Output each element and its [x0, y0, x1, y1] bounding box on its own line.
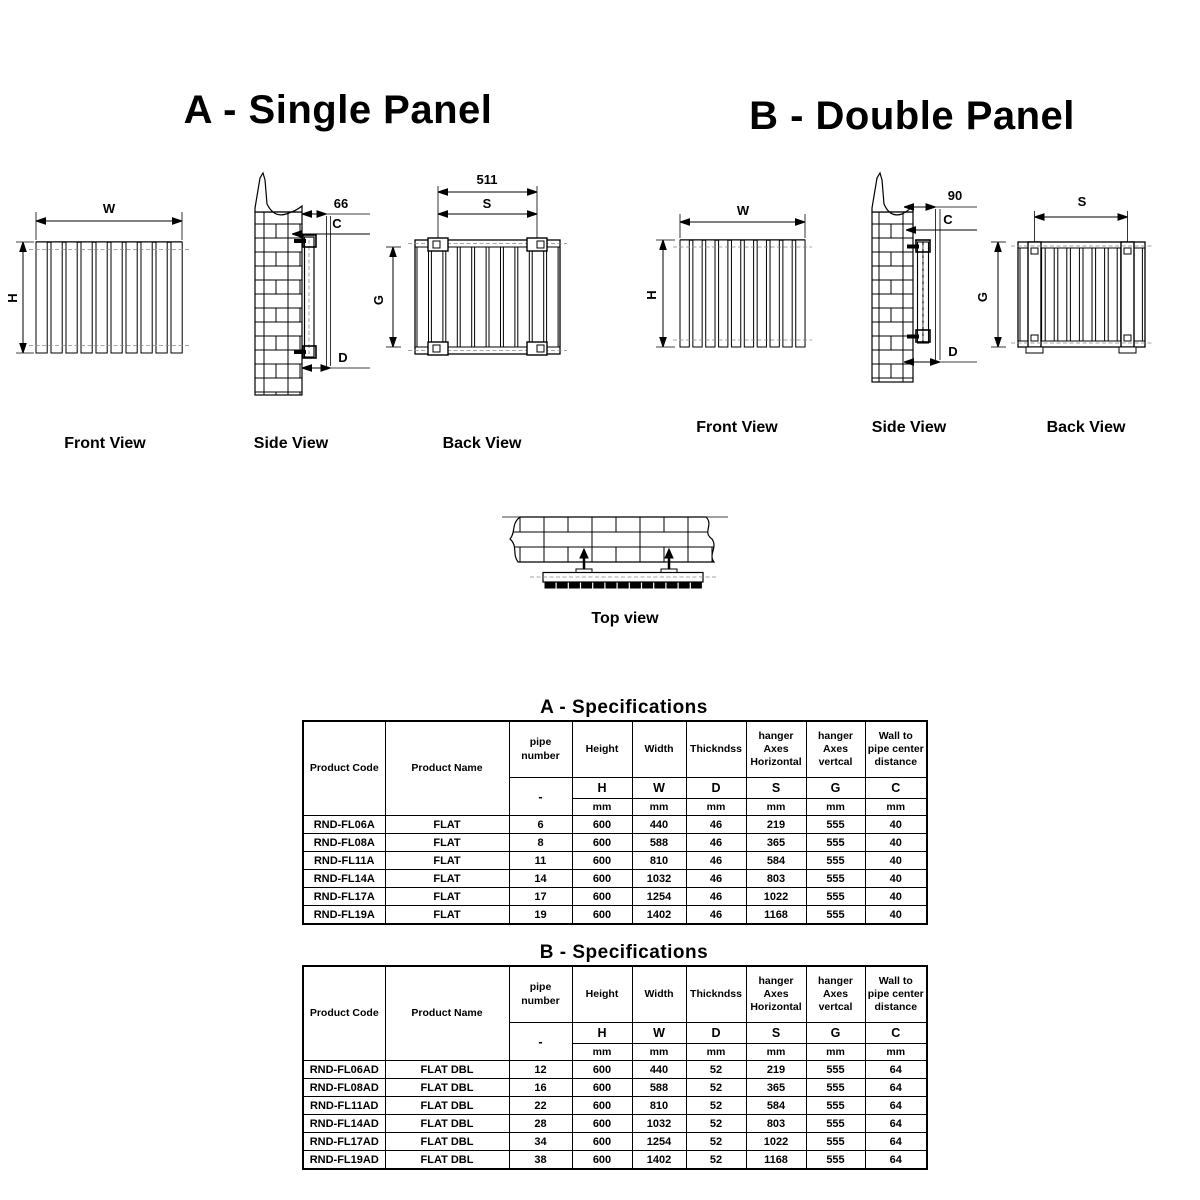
front-view-a-drawing [5, 196, 202, 368]
cell-value: 64 [865, 1133, 927, 1151]
cell-product-name: FLAT [385, 888, 509, 906]
cell-product-name: FLAT DBL [385, 1079, 509, 1097]
wall-break-edge [255, 173, 302, 215]
dim-offset-label: 66 [333, 196, 349, 211]
cell-product-code: RND-FL19AD [303, 1151, 385, 1170]
spec-row [303, 852, 927, 870]
cell-value: 588 [632, 834, 686, 852]
cell-value: 1168 [746, 906, 806, 925]
cell-value: 810 [632, 1097, 686, 1115]
dim-offset-label: 90 [947, 188, 963, 203]
column-header: hanger Axes vertcal [806, 966, 865, 1023]
slat [81, 242, 92, 353]
column-header: hanger Axes Horizontal [746, 721, 806, 778]
cell-value: 17 [509, 888, 572, 906]
slat [475, 247, 487, 347]
unit-header: mm [806, 1044, 865, 1061]
radiator-slats [36, 242, 182, 353]
unit-header: mm [632, 799, 686, 816]
symbol-header: S [746, 778, 806, 799]
cell-value: 38 [509, 1151, 572, 1170]
dim-d-label: D [948, 344, 958, 359]
dim-w-label: W [102, 201, 116, 216]
symbol-header: S [746, 1023, 806, 1044]
cell-value: 40 [865, 906, 927, 925]
dim-d-label: D [338, 350, 348, 365]
cell-value: 1032 [632, 1115, 686, 1133]
cell-value: 46 [686, 888, 746, 906]
dim-s-label: S [1077, 194, 1087, 209]
cell-value: 40 [865, 834, 927, 852]
unit-header: mm [632, 1044, 686, 1061]
cell-product-code: RND-FL08AD [303, 1079, 385, 1097]
cell-product-name: FLAT [385, 834, 509, 852]
column-header: Height [572, 966, 632, 1023]
spec-table-b [302, 965, 928, 1170]
cell-value: 555 [806, 1151, 865, 1170]
cell-value: 8 [509, 834, 572, 852]
slat [719, 240, 728, 347]
cell-value: 52 [686, 1079, 746, 1097]
hanger-foot [1026, 347, 1043, 353]
product-name-header: Product Name [385, 721, 509, 816]
cell-value: 12 [509, 1061, 572, 1079]
product-code-header: Product Code [303, 966, 385, 1061]
spec-row [303, 1079, 927, 1097]
spec-row [303, 906, 927, 925]
cell-value: 584 [746, 852, 806, 870]
spec-row [303, 816, 927, 834]
cell-value: 555 [806, 888, 865, 906]
spec-row [303, 1097, 927, 1115]
slat [547, 247, 559, 347]
back-view-a-drawing [371, 158, 580, 370]
unit-header: mm [572, 799, 632, 816]
wall-break-edge [872, 173, 913, 215]
slat [532, 247, 544, 347]
slat [36, 242, 47, 353]
cell-value: 40 [865, 852, 927, 870]
cell-product-name: FLAT DBL [385, 1151, 509, 1170]
cell-value: 64 [865, 1079, 927, 1097]
slat [679, 583, 689, 589]
slat [446, 247, 458, 347]
unit-header: mm [686, 1044, 746, 1061]
cell-value: 555 [806, 1133, 865, 1151]
slat [1070, 248, 1079, 341]
back-view-a-label: Back View [442, 435, 522, 452]
slat [731, 240, 740, 347]
unit-header: mm [572, 1044, 632, 1061]
hanger-rail [1121, 242, 1134, 347]
cell-value: 600 [572, 1115, 632, 1133]
cell-value: 219 [746, 1061, 806, 1079]
spec-table-a [302, 720, 928, 925]
cell-value: 1032 [632, 870, 686, 888]
cell-value: 46 [686, 906, 746, 925]
cell-value: 803 [746, 1115, 806, 1133]
cell-value: 555 [806, 816, 865, 834]
cell-value: 52 [686, 1115, 746, 1133]
cell-value: 1402 [632, 1151, 686, 1170]
cell-value: 803 [746, 870, 806, 888]
cell-value: 555 [806, 834, 865, 852]
slat [796, 240, 805, 347]
spec-row [303, 870, 927, 888]
back-view-b-label: Back View [1046, 419, 1126, 436]
spec-row [303, 888, 927, 906]
cell-product-code: RND-FL11AD [303, 1097, 385, 1115]
radiator-fins-top [545, 583, 701, 589]
unit-header: mm [865, 799, 927, 816]
column-header: Wall to pipe center distance [865, 966, 927, 1023]
cell-value: 555 [806, 1115, 865, 1133]
spec-table-b-title: B - Specifications [539, 942, 709, 963]
symbol-header: - [509, 778, 572, 816]
slat [630, 583, 640, 589]
slat [518, 247, 530, 347]
cell-value: 600 [572, 906, 632, 925]
cell-value: 555 [806, 1079, 865, 1097]
cell-value: 40 [865, 870, 927, 888]
column-header: hanger Axes vertcal [806, 721, 865, 778]
cell-value: 555 [806, 870, 865, 888]
cell-value: 555 [806, 1097, 865, 1115]
spec-table-a-title: A - Specifications [540, 697, 708, 718]
symbol-header: D [686, 778, 746, 799]
unit-header: mm [746, 799, 806, 816]
column-header: Height [572, 721, 632, 778]
column-header: Thickndss [686, 721, 746, 778]
symbol-header: H [572, 1023, 632, 1044]
slat [618, 583, 628, 589]
slat [1108, 248, 1117, 341]
cell-value: 22 [509, 1097, 572, 1115]
slat [489, 247, 501, 347]
column-header: Width [632, 966, 686, 1023]
cell-value: 46 [686, 816, 746, 834]
cell-value: 440 [632, 816, 686, 834]
cell-value: 34 [509, 1133, 572, 1151]
cell-product-code: RND-FL14A [303, 870, 385, 888]
spec-row [303, 1061, 927, 1079]
dim-s-value-label: 511 [476, 172, 498, 187]
cell-value: 600 [572, 1133, 632, 1151]
cell-product-code: RND-FL08A [303, 834, 385, 852]
product-code-header: Product Code [303, 721, 385, 816]
slat [503, 247, 515, 347]
cell-product-name: FLAT [385, 816, 509, 834]
cell-value: 365 [746, 1079, 806, 1097]
cell-value: 46 [686, 834, 746, 852]
spec-row [303, 1115, 927, 1133]
cell-value: 16 [509, 1079, 572, 1097]
cell-value: 600 [572, 816, 632, 834]
dim-c-label: C [943, 212, 953, 227]
slat [606, 583, 616, 589]
symbol-header: C [865, 778, 927, 799]
column-header: pipe number [509, 721, 572, 778]
dim-w-label: W [736, 203, 750, 218]
section-b-title: B - Double Panel [749, 94, 1075, 138]
section-a-title: A - Single Panel [183, 88, 493, 132]
cell-value: 11 [509, 852, 572, 870]
slat [1096, 248, 1105, 341]
front-view-b-drawing [635, 196, 825, 368]
cell-product-name: FLAT DBL [385, 1061, 509, 1079]
cell-value: 555 [806, 1061, 865, 1079]
cell-product-code: RND-FL17A [303, 888, 385, 906]
slat [111, 242, 122, 353]
cell-product-name: FLAT [385, 870, 509, 888]
symbol-header: W [632, 778, 686, 799]
cell-value: 40 [865, 888, 927, 906]
cell-value: 584 [746, 1097, 806, 1115]
cell-value: 64 [865, 1151, 927, 1170]
hanger-rail [1028, 242, 1041, 347]
cell-value: 64 [865, 1097, 927, 1115]
symbol-header: W [632, 1023, 686, 1044]
cell-value: 600 [572, 1151, 632, 1170]
slat [594, 583, 604, 589]
symbol-header: G [806, 1023, 865, 1044]
cell-value: 600 [572, 888, 632, 906]
hanger-bracket [428, 342, 448, 355]
unit-header: mm [746, 1044, 806, 1061]
cell-product-code: RND-FL11A [303, 852, 385, 870]
dim-h-label: H [5, 293, 20, 303]
column-header: pipe number [509, 966, 572, 1023]
slat [667, 583, 677, 589]
slat [770, 240, 779, 347]
cell-product-code: RND-FL06A [303, 816, 385, 834]
back-view-b-drawing [975, 188, 1180, 360]
slat [545, 583, 555, 589]
cell-value: 64 [865, 1061, 927, 1079]
cell-product-name: FLAT DBL [385, 1133, 509, 1151]
symbol-header: - [509, 1023, 572, 1061]
cell-value: 1402 [632, 906, 686, 925]
column-header: hanger Axes Horizontal [746, 966, 806, 1023]
top-view-label: Top view [591, 610, 659, 627]
column-header: Wall to pipe center distance [865, 721, 927, 778]
slat [1058, 248, 1067, 341]
cell-value: 52 [686, 1061, 746, 1079]
cell-value: 810 [632, 852, 686, 870]
side-view-b-label: Side View [871, 419, 947, 436]
slat [744, 240, 753, 347]
slat [96, 242, 107, 353]
cell-value: 46 [686, 852, 746, 870]
unit-header: mm [686, 799, 746, 816]
cell-value: 6 [509, 816, 572, 834]
slat [66, 242, 77, 353]
cell-value: 555 [806, 906, 865, 925]
slat [156, 242, 167, 353]
cell-value: 600 [572, 1097, 632, 1115]
column-header: Width [632, 721, 686, 778]
side-view-a-drawing [240, 168, 370, 400]
slat [1045, 248, 1054, 341]
cell-product-code: RND-FL19A [303, 906, 385, 925]
cell-value: 1254 [632, 1133, 686, 1151]
slat [51, 242, 62, 353]
symbol-header: D [686, 1023, 746, 1044]
slat [655, 583, 665, 589]
radiator-slats [680, 240, 805, 347]
slat [460, 247, 472, 347]
slat [569, 583, 579, 589]
spec-row [303, 1151, 927, 1170]
product-name-header: Product Name [385, 966, 509, 1061]
brick-wall-top [510, 517, 714, 562]
slat [757, 240, 766, 347]
slat [643, 583, 653, 589]
cell-value: 219 [746, 816, 806, 834]
front-view-a-label: Front View [64, 435, 146, 452]
slat [1083, 248, 1092, 341]
cell-value: 46 [686, 870, 746, 888]
slat [1133, 248, 1142, 341]
cell-value: 588 [632, 1079, 686, 1097]
dim-s-label: S [482, 196, 492, 211]
cell-value: 600 [572, 1061, 632, 1079]
cell-value: 1254 [632, 888, 686, 906]
cell-product-code: RND-FL14AD [303, 1115, 385, 1133]
cell-value: 555 [806, 852, 865, 870]
cell-value: 14 [509, 870, 572, 888]
unit-header: mm [865, 1044, 927, 1061]
slat [691, 583, 701, 589]
cell-value: 1022 [746, 888, 806, 906]
cell-value: 600 [572, 1079, 632, 1097]
cell-value: 600 [572, 852, 632, 870]
cell-value: 440 [632, 1061, 686, 1079]
cell-value: 365 [746, 834, 806, 852]
slat [557, 583, 567, 589]
cell-value: 1022 [746, 1133, 806, 1151]
slat [431, 247, 443, 347]
cell-value: 64 [865, 1115, 927, 1133]
slat [171, 242, 182, 353]
front-view-b-label: Front View [696, 419, 778, 436]
hanger-foot [1119, 347, 1136, 353]
top-view-drawing [488, 505, 748, 610]
radiator-panel-edge [918, 242, 924, 343]
cell-value: 600 [572, 870, 632, 888]
dim-g-label: G [975, 291, 990, 303]
symbol-header: H [572, 778, 632, 799]
slat [141, 242, 152, 353]
cell-value: 52 [686, 1151, 746, 1170]
cell-value: 19 [509, 906, 572, 925]
hanger-bracket [428, 238, 448, 251]
symbol-header: G [806, 778, 865, 799]
slat [693, 240, 702, 347]
slat [126, 242, 137, 353]
slat [680, 240, 689, 347]
slat [706, 240, 715, 347]
cell-product-name: FLAT DBL [385, 1097, 509, 1115]
side-view-a-label: Side View [253, 435, 329, 452]
cell-value: 1168 [746, 1151, 806, 1170]
unit-header: mm [806, 799, 865, 816]
brick-wall [872, 212, 913, 382]
dim-g-label: G [371, 294, 386, 306]
slat [783, 240, 792, 347]
cell-product-name: FLAT [385, 852, 509, 870]
cell-product-code: RND-FL06AD [303, 1061, 385, 1079]
cell-value: 52 [686, 1133, 746, 1151]
slat [582, 583, 592, 589]
dim-h-label: H [644, 290, 659, 300]
cell-value: 40 [865, 816, 927, 834]
spec-row [303, 834, 927, 852]
cell-value: 600 [572, 834, 632, 852]
radiator-panel-edge [923, 242, 929, 343]
cell-value: 52 [686, 1097, 746, 1115]
cell-value: 28 [509, 1115, 572, 1133]
dim-c-label: C [332, 216, 342, 231]
cell-product-code: RND-FL17AD [303, 1133, 385, 1151]
symbol-header: C [865, 1023, 927, 1044]
cell-product-name: FLAT DBL [385, 1115, 509, 1133]
slat [417, 247, 429, 347]
cell-product-name: FLAT [385, 906, 509, 925]
column-header: Thickndss [686, 966, 746, 1023]
spec-row [303, 1133, 927, 1151]
